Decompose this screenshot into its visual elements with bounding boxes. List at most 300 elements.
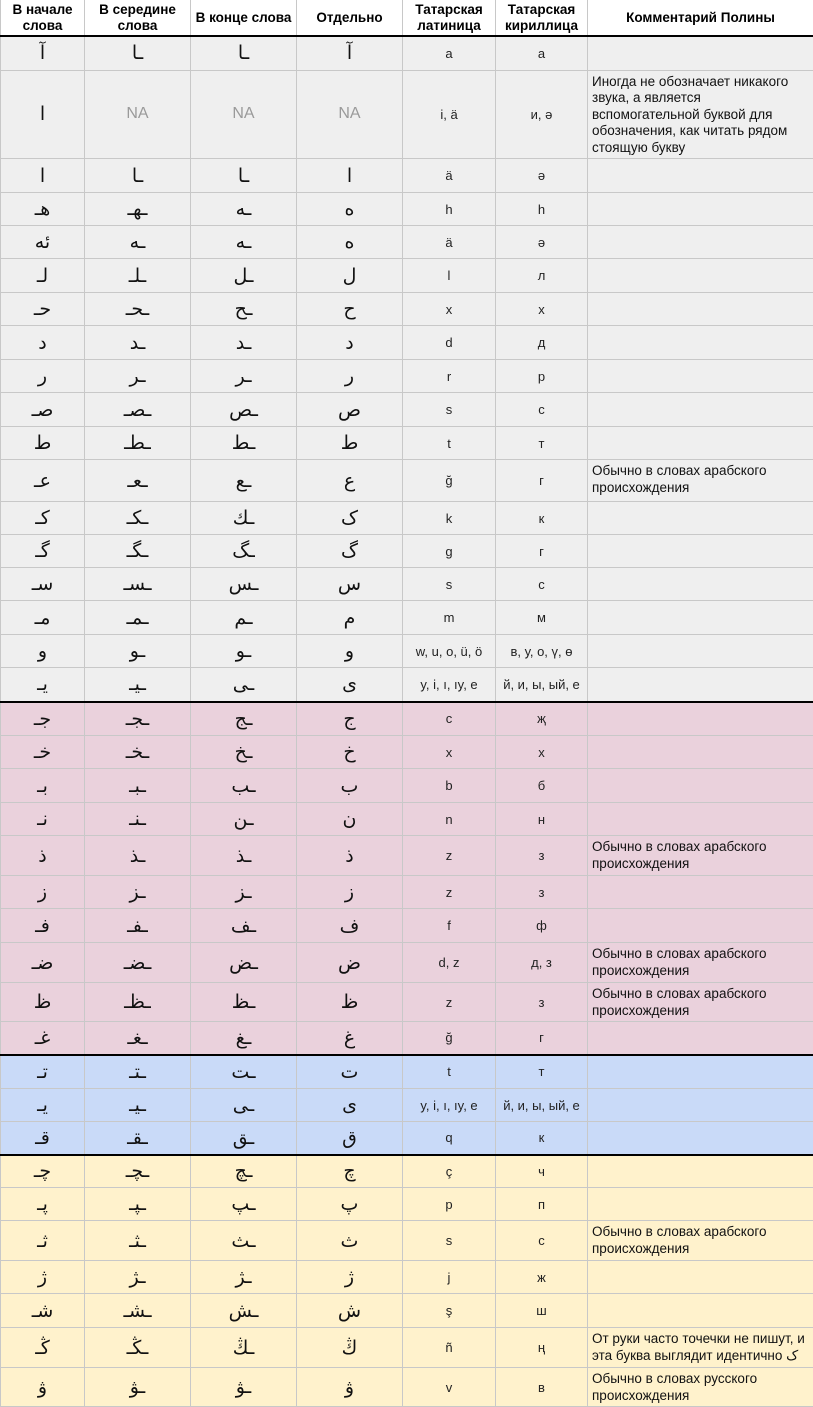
medial-form: ـعـ [85,460,191,502]
cyrillic-cell: х [496,293,588,326]
cyrillic-cell: и, ә [496,70,588,159]
final-form: ـا [191,159,297,193]
latin-cell: f [403,909,496,943]
table-row [1,36,813,70]
comment-cell [588,668,813,702]
cyrillic-cell: ш [496,1294,588,1328]
final-form: ـل [191,259,297,293]
isolated-form: ن [297,803,403,836]
final-form: ـى [191,668,297,702]
latin-cell: a [403,36,496,70]
comment-cell [588,1122,813,1155]
cyrillic-cell: л [496,259,588,293]
medial-form: ـفـ [85,909,191,943]
table-row [1,393,813,427]
isolated-form: ذ [297,836,403,876]
cyrillic-cell: г [496,535,588,568]
table-row [1,1122,813,1155]
comment-cell: От руки часто точечки не пишут, и эта буква выглядит идентично ک [588,1328,813,1368]
final-form: ـس [191,568,297,601]
medial-form: ـچـ [85,1155,191,1188]
latin-cell: ç [403,1155,496,1188]
latin-cell: k [403,502,496,535]
cyrillic-cell: в [496,1368,588,1407]
medial-form: ـحـ [85,293,191,326]
final-form: ـپ [191,1188,297,1221]
comment-cell [588,568,813,601]
latin-cell: s [403,1221,496,1261]
cyrillic-cell: р [496,360,588,393]
medial-form: ـڭـ [85,1328,191,1368]
comment-cell [588,1188,813,1221]
isolated-form: خ [297,736,403,769]
medial-form: ـا [85,159,191,193]
initial-form: يـ [1,668,85,702]
medial-form: ـسـ [85,568,191,601]
isolated-form: ج [297,702,403,736]
comment-cell [588,635,813,668]
initial-form: چـ [1,1155,85,1188]
latin-cell: z [403,983,496,1022]
comment-cell [588,702,813,736]
isolated-form: ب [297,769,403,803]
cyrillic-cell: з [496,876,588,909]
isolated-form: ث [297,1221,403,1261]
medial-form: ـصـ [85,393,191,427]
final-form: ـك [191,502,297,535]
isolated-form: ى [297,668,403,702]
medial-form: ـذ [85,836,191,876]
isolated-form: ق [297,1122,403,1155]
cyrillic-cell: й, и, ы, ый, е [496,1089,588,1122]
cyrillic-cell: г [496,460,588,502]
table-row [1,1368,813,1407]
isolated-form: ل [297,259,403,293]
final-form: ـخ [191,736,297,769]
table-row [1,769,813,803]
isolated-form: ژ [297,1261,403,1294]
comment-cell [588,326,813,360]
medial-form: ـۋ [85,1368,191,1407]
final-form: NA [191,70,297,159]
initial-form: عـ [1,460,85,502]
table-row [1,360,813,393]
table-row [1,635,813,668]
initial-form: ڭـ [1,1328,85,1368]
latin-cell: y, i, ı, ıy, e [403,668,496,702]
latin-cell: h [403,193,496,226]
comment-cell: Обычно в словах арабского происхождения [588,836,813,876]
latin-cell: v [403,1368,496,1407]
final-form: ـش [191,1294,297,1328]
header-latin: Татарская латиница [403,0,496,36]
latin-cell: y, i, ı, ıy, e [403,1089,496,1122]
isolated-form: چ [297,1155,403,1188]
comment-cell [588,803,813,836]
isolated-form: ع [297,460,403,502]
medial-form: ـد [85,326,191,360]
cyrillic-cell: м [496,601,588,635]
comment-cell [588,876,813,909]
comment-cell [588,1261,813,1294]
table-row [1,1055,813,1089]
table-row [1,1328,813,1368]
latin-cell: ğ [403,460,496,502]
table-row [1,427,813,460]
isolated-form: و [297,635,403,668]
isolated-form: ظ [297,983,403,1022]
isolated-form: گ [297,535,403,568]
comment-cell [588,193,813,226]
final-form: ـر [191,360,297,393]
table-row [1,460,813,502]
comment-cell [588,601,813,635]
final-form: ـۋ [191,1368,297,1407]
final-form: ـت [191,1055,297,1089]
isolated-form: ط [297,427,403,460]
medial-form: ـخـ [85,736,191,769]
initial-form: قـ [1,1122,85,1155]
isolated-form: ح [297,293,403,326]
final-form: ـط [191,427,297,460]
header-row [1,0,813,36]
latin-cell: ş [403,1294,496,1328]
cyrillic-cell: п [496,1188,588,1221]
isolated-form: ض [297,943,403,983]
comment-cell: Обычно в словах арабского происхождения [588,983,813,1022]
cyrillic-cell: ч [496,1155,588,1188]
final-form: ـڭ [191,1328,297,1368]
medial-form: ـه [85,226,191,259]
comment-cell: Иногда не обозначает никакого звука, а является вспомогательной буквой для обозначения, как читать рядом стоящую букву [588,70,813,159]
initial-form: گـ [1,535,85,568]
latin-cell: z [403,836,496,876]
final-form: ـج [191,702,297,736]
isolated-form: ک [297,502,403,535]
final-form: ـف [191,909,297,943]
latin-cell: t [403,427,496,460]
latin-cell: c [403,702,496,736]
comment-cell: Обычно в словах русского происхождения [588,1368,813,1407]
latin-cell: z [403,876,496,909]
cyrillic-cell: н [496,803,588,836]
comment-cell [588,393,813,427]
latin-cell: l [403,259,496,293]
latin-cell: s [403,568,496,601]
isolated-form: آ [297,36,403,70]
comment-cell [588,1294,813,1328]
initial-form: ر [1,360,85,393]
header-cyrillic: Татарская кириллица [496,0,588,36]
medial-form: ـر [85,360,191,393]
final-form: ـذ [191,836,297,876]
latin-cell: x [403,736,496,769]
comment-cell [588,502,813,535]
comment-cell [588,259,813,293]
final-form: ـه [191,193,297,226]
medial-form: ـيـ [85,1089,191,1122]
isolated-form: پ [297,1188,403,1221]
table-row [1,1188,813,1221]
final-form: ـح [191,293,297,326]
final-form: ـو [191,635,297,668]
table-row [1,70,813,159]
cyrillic-cell: й, и, ы, ый, е [496,668,588,702]
table-row [1,226,813,259]
isolated-form: NA [297,70,403,159]
comment-cell [588,1089,813,1122]
final-form: ـز [191,876,297,909]
isolated-form: م [297,601,403,635]
isolated-form: س [297,568,403,601]
table-row [1,601,813,635]
comment-cell [588,1155,813,1188]
initial-form: ژ [1,1261,85,1294]
comment-cell [588,36,813,70]
final-form: ـظ [191,983,297,1022]
table-row [1,1261,813,1294]
final-form: ـچ [191,1155,297,1188]
table-row [1,1089,813,1122]
medial-form: NA [85,70,191,159]
final-form: ـغ [191,1022,297,1055]
final-form: ـگ [191,535,297,568]
medial-form: ـتـ [85,1055,191,1089]
isolated-form: ش [297,1294,403,1328]
final-form: ـع [191,460,297,502]
cyrillic-cell: ж [496,1261,588,1294]
initial-form: ا [1,70,85,159]
cyrillic-cell: в, у, о, ү, ө [496,635,588,668]
initial-form: ط [1,427,85,460]
isolated-form: غ [297,1022,403,1055]
medial-form: ـز [85,876,191,909]
latin-cell: r [403,360,496,393]
latin-cell: d [403,326,496,360]
table-row [1,1022,813,1055]
medial-form: ـگـ [85,535,191,568]
table-row [1,259,813,293]
latin-cell: w, u, o, ü, ö [403,635,496,668]
comment-cell [588,736,813,769]
final-form: ـم [191,601,297,635]
table-body [1,36,813,1407]
cyrillic-cell: г [496,1022,588,1055]
isolated-form: ف [297,909,403,943]
initial-form: د [1,326,85,360]
final-form: ـق [191,1122,297,1155]
comment-cell [588,1022,813,1055]
table-row [1,1294,813,1328]
initial-form: نـ [1,803,85,836]
cyrillic-cell: с [496,1221,588,1261]
medial-form: ـضـ [85,943,191,983]
latin-cell: m [403,601,496,635]
medial-form: ـشـ [85,1294,191,1328]
initial-form: يـ [1,1089,85,1122]
table-row [1,193,813,226]
table-row [1,836,813,876]
initial-form: غـ [1,1022,85,1055]
initial-form: ضـ [1,943,85,983]
table-row [1,568,813,601]
header-medial: В середине слова [85,0,191,36]
medial-form: ـطـ [85,427,191,460]
cyrillic-cell: ф [496,909,588,943]
header-isolated: Отдельно [297,0,403,36]
medial-form: ـكـ [85,502,191,535]
comment-cell: Обычно в словах арабского происхождения [588,943,813,983]
cyrillic-cell: х [496,736,588,769]
initial-form: ظ [1,983,85,1022]
latin-cell: t [403,1055,496,1089]
final-form: ـه [191,226,297,259]
comment-cell [588,909,813,943]
comment-cell [588,427,813,460]
table-row [1,535,813,568]
final-form: ـص [191,393,297,427]
cyrillic-cell: т [496,1055,588,1089]
initial-form: لـ [1,259,85,293]
comment-cell [588,360,813,393]
table-row [1,1221,813,1261]
isolated-form: ۋ [297,1368,403,1407]
initial-form: ئه [1,226,85,259]
initial-form: و [1,635,85,668]
table-row [1,502,813,535]
final-form: ـث [191,1221,297,1261]
latin-cell: i, ä [403,70,496,159]
latin-cell: g [403,535,496,568]
cyrillic-cell: а [496,36,588,70]
cyrillic-cell: д [496,326,588,360]
isolated-form: ا [297,159,403,193]
final-form: ـض [191,943,297,983]
cyrillic-cell: ә [496,159,588,193]
initial-form: هـ [1,193,85,226]
isolated-form: ڭ [297,1328,403,1368]
initial-form: ثـ [1,1221,85,1261]
header-comment: Комментарий Полины [588,0,813,36]
cyrillic-cell: з [496,836,588,876]
isolated-form: ت [297,1055,403,1089]
isolated-form: ز [297,876,403,909]
table-row [1,702,813,736]
cyrillic-cell: к [496,502,588,535]
medial-form: ـنـ [85,803,191,836]
initial-form: صـ [1,393,85,427]
initial-form: ۋ [1,1368,85,1407]
initial-form: حـ [1,293,85,326]
cyrillic-cell: к [496,1122,588,1155]
initial-form: آ [1,36,85,70]
latin-cell: p [403,1188,496,1221]
initial-form: خـ [1,736,85,769]
medial-form: ـلـ [85,259,191,293]
medial-form: ـيـ [85,668,191,702]
final-form: ـا [191,36,297,70]
initial-form: ز [1,876,85,909]
cyrillic-cell: т [496,427,588,460]
latin-cell: j [403,1261,496,1294]
header-initial: В начале слова [1,0,85,36]
isolated-form: ه [297,193,403,226]
final-form: ـن [191,803,297,836]
initial-form: بـ [1,769,85,803]
table-row [1,668,813,702]
initial-form: شـ [1,1294,85,1328]
latin-cell: ä [403,159,496,193]
latin-cell: s [403,393,496,427]
final-form: ـد [191,326,297,360]
table-row [1,159,813,193]
isolated-form: د [297,326,403,360]
isolated-form: ر [297,360,403,393]
comment-cell: Обычно в словах арабского происхождения [588,1221,813,1261]
initial-form: كـ [1,502,85,535]
final-form: ـى [191,1089,297,1122]
comment-cell [588,535,813,568]
comment-cell [588,769,813,803]
cyrillic-cell: ә [496,226,588,259]
medial-form: ـپـ [85,1188,191,1221]
latin-cell: n [403,803,496,836]
table-row [1,736,813,769]
comment-cell [588,226,813,259]
comment-cell [588,159,813,193]
final-form: ـژ [191,1261,297,1294]
medial-form: ـجـ [85,702,191,736]
medial-form: ـقـ [85,1122,191,1155]
cyrillic-cell: с [496,568,588,601]
cyrillic-cell: h [496,193,588,226]
isolated-form: ه [297,226,403,259]
table-row [1,1155,813,1188]
latin-cell: b [403,769,496,803]
table-row [1,293,813,326]
medial-form: ـظـ [85,983,191,1022]
header-final: В конце слова [191,0,297,36]
cyrillic-cell: ң [496,1328,588,1368]
latin-cell: x [403,293,496,326]
isolated-form: ص [297,393,403,427]
table-row [1,326,813,360]
comment-cell: Обычно в словах арабского происхождения [588,460,813,502]
table-row [1,909,813,943]
cyrillic-cell: д, з [496,943,588,983]
cyrillic-cell: җ [496,702,588,736]
latin-cell: q [403,1122,496,1155]
initial-form: ا [1,159,85,193]
table-row [1,943,813,983]
table-row [1,803,813,836]
medial-form: ـا [85,36,191,70]
comment-cell [588,1055,813,1089]
comment-cell [588,293,813,326]
latin-cell: ñ [403,1328,496,1368]
latin-cell: ğ [403,1022,496,1055]
medial-form: ـژ [85,1261,191,1294]
final-form: ـب [191,769,297,803]
medial-form: ـثـ [85,1221,191,1261]
initial-form: ذ [1,836,85,876]
initial-form: پـ [1,1188,85,1221]
latin-cell: ä [403,226,496,259]
isolated-form: ى [297,1089,403,1122]
table-row [1,983,813,1022]
initial-form: سـ [1,568,85,601]
table-row [1,876,813,909]
